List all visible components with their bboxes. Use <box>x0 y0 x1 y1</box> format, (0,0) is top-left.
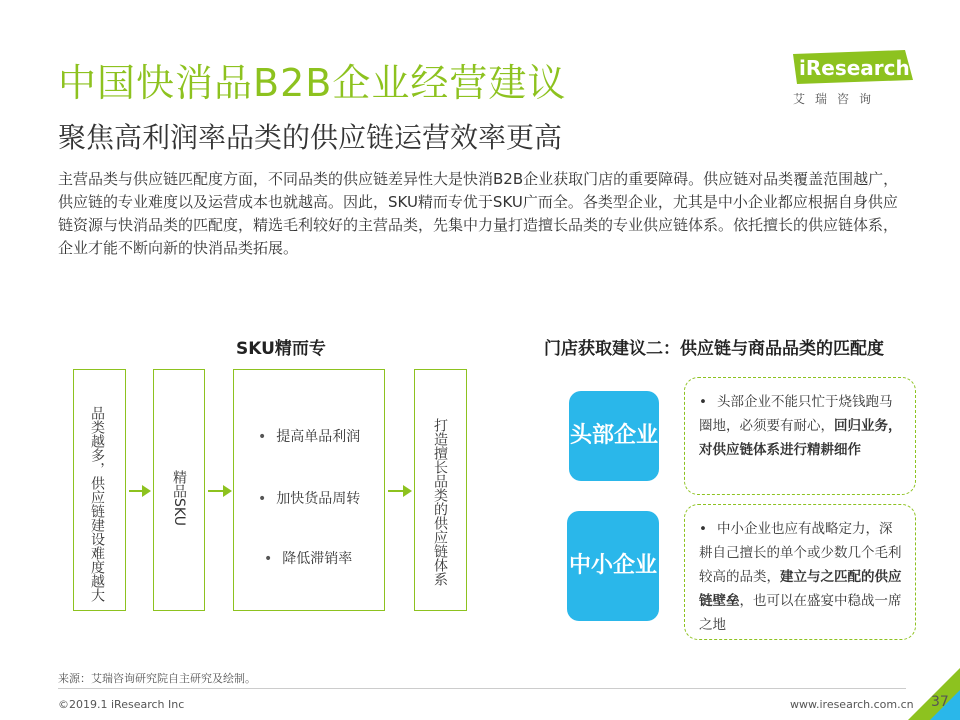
logo-subtitle: 艾瑞咨询 <box>793 92 882 106</box>
benefit-item-3: • 降低滞销率 <box>264 551 353 567</box>
small-enterprise-text: • 中小企业也应有战略定力，深耕自己擅长的单个或少数几个毛利较高的品类，建立与之匹配的供应链壁垒，也可以在盛宴中稳战一席之地 <box>699 521 902 633</box>
flow-box-sku-text: 精品SKU <box>171 470 187 526</box>
benefit-item-3-label: 降低滞销率 <box>282 551 353 567</box>
flow-box-sku <box>153 369 205 611</box>
page-number: 37 <box>931 694 949 710</box>
footer-divider <box>58 688 906 689</box>
page-subtitle: 聚焦高利润率品类的供应链运营效率更高 <box>58 121 563 154</box>
corner-decoration-icon <box>890 650 960 720</box>
copyright: ©2019.1 iResearch Inc <box>58 698 185 711</box>
flow-box-supply-chain <box>414 369 467 611</box>
large-enterprise-card <box>684 377 916 495</box>
small-enterprise-text-bold: 建立与之匹配的供应链壁垒 <box>699 569 902 609</box>
flow-arrow-3 <box>388 490 408 492</box>
large-enterprise-text-bold: 回归业务，对供应链体系进行精耕细作 <box>699 418 902 458</box>
flow-arrow-2 <box>208 490 228 492</box>
benefit-item-1-label: 提高单品利润 <box>276 429 361 445</box>
benefit-item-1: • 提高单品利润 <box>258 429 361 445</box>
small-enterprise-badge: 中小企业 <box>567 511 659 621</box>
benefit-item-2-label: 加快货品周转 <box>276 491 361 507</box>
logo-name: iResearch <box>799 56 910 80</box>
left-section-title: SKU精而专 <box>236 339 326 359</box>
right-section-title: 门店获取建议二：供应链与商品品类的匹配度 <box>544 339 884 359</box>
small-enterprise-card <box>684 504 916 640</box>
page-title: 中国快消品B2B企业经营建议 <box>58 61 567 105</box>
flow-box-supply-chain-text: 打造擅长品类的供应链体系 <box>432 418 448 586</box>
benefit-item-2: • 加快货品周转 <box>258 491 361 507</box>
footer-url: www.iresearch.com.cn <box>790 698 914 711</box>
large-enterprise-badge: 头部企业 <box>569 391 659 481</box>
small-enterprise-text-plain: 中小企业也应有战略定力，深耕自己擅长的单个或少数几个毛利较高的品类， <box>699 521 902 585</box>
flow-box-benefits <box>233 369 385 611</box>
flow-arrow-1 <box>129 490 147 492</box>
large-enterprise-text: • 头部企业不能只忙于烧钱跑马圈地，必须要有耐心，回归业务，对供应链体系进行精耕细作 <box>699 394 902 458</box>
iresearch-logo <box>793 50 913 110</box>
flow-box-categories-text: 品类越多，供应链建设难度越大 <box>89 406 105 602</box>
large-enterprise-text-plain: 头部企业不能只忙于烧钱跑马圈地，必须要有耐心， <box>699 394 893 434</box>
small-enterprise-text-tail: ，也可以在盛宴中稳战一席之地 <box>699 593 902 633</box>
source-note: 来源：艾瑞咨询研究院自主研究及绘制。 <box>58 672 256 685</box>
flow-box-categories <box>73 369 126 611</box>
intro-paragraph: 主营品类与供应链匹配度方面，不同品类的供应链差异性大是快消B2B企业获取门店的重要障碍。供应链对品类覆盖范围越广，供应链的专业难度以及运营成本也就越高。因此，SKU精而专优于SKU广而全。各类型企业，尤其是中小企业都应根据自身供应链资源与快消品类的匹配度，精选毛利较好的主营品类，先集中力量打造擅长品类的专业供应链体系。依托擅长的供应链体系，企业才能不断向新的快消品类拓展。 <box>58 170 899 257</box>
